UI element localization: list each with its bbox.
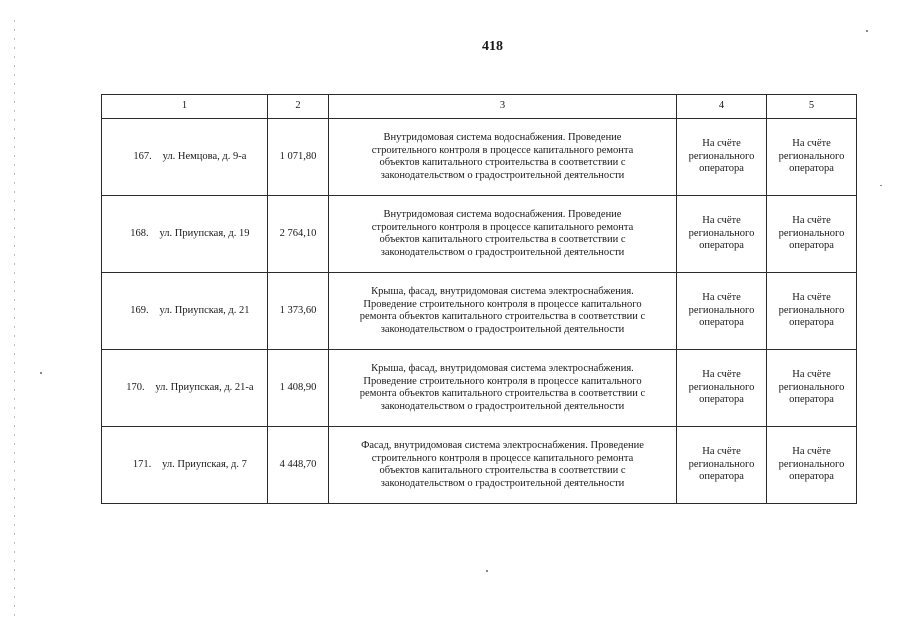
object-cell (102, 196, 268, 273)
account-cell-line: На счёте (792, 446, 831, 458)
account-cell-line: регионального (778, 381, 845, 393)
account-cell-line: оператора (789, 394, 834, 406)
funding-cell-line: На счёте (702, 369, 741, 381)
works-cell-line: Внутридомовая система водоснабжения. Проведение (383, 209, 622, 220)
funding-cell-line: оператора (699, 317, 744, 329)
account-cell-line: регионального (778, 458, 845, 470)
works-cell (329, 350, 677, 427)
row-number: 170. (126, 381, 145, 393)
area-cell: 1 373,60 (268, 273, 329, 350)
funding-cell-line: регионального (688, 227, 755, 239)
works-cell-line: законодательством о градостроительной деятельности (380, 246, 625, 258)
column-number: 3 (329, 95, 677, 119)
row-number: 169. (130, 304, 149, 316)
table-row (102, 119, 857, 196)
works-cell-line: строительного контроля в процессе капитального ремонта (371, 221, 634, 233)
area-cell: 1 408,90 (268, 350, 329, 427)
funding-cell-line: На счёте (702, 215, 741, 227)
works-cell-line: Фасад, внутридомовая система электроснабжения. Проведение (361, 440, 644, 451)
address: ул. Немцова, д. 9-а (162, 150, 247, 162)
works-cell-line: строительного контроля в процессе капитального ремонта (371, 144, 634, 156)
funding-cell-line: регионального (688, 304, 755, 316)
works-cell-line: объектов капитального строительства в соответствии с (379, 157, 626, 168)
works-cell (329, 273, 677, 350)
object-cell (102, 427, 268, 504)
works-cell-line: ремонта объектов капитального строительства в соответствии с (359, 311, 646, 322)
account-cell (767, 196, 857, 273)
table-row (102, 350, 857, 427)
account-cell-line: регионального (778, 150, 845, 162)
object-cell (102, 273, 268, 350)
address: ул. Приупская, д. 21-а (155, 381, 254, 393)
works-cell-line: Крыша, фасад, внутридомовая система электроснабжения. (371, 363, 634, 374)
works-cell (329, 427, 677, 504)
row-number: 167. (133, 150, 152, 162)
column-number: 5 (767, 95, 857, 119)
column-number: 4 (677, 95, 767, 119)
funding-cell-line: оператора (699, 471, 744, 483)
account-cell-line: оператора (789, 240, 834, 252)
funding-cell (677, 350, 767, 427)
account-cell (767, 273, 857, 350)
row-number: 168. (130, 227, 149, 239)
funding-cell-line: оператора (699, 163, 744, 175)
account-cell-line: На счёте (792, 369, 831, 381)
register-table (101, 94, 857, 504)
funding-cell-line: На счёте (702, 446, 741, 458)
works-cell-line: Проведение строительного контроля в процессе капитального (363, 375, 642, 387)
works-cell-line: законодательством о градостроительной деятельности (380, 400, 625, 412)
funding-cell-line: регионального (688, 150, 755, 162)
works-cell-line: ремонта объектов капитального строительства в соответствии с (359, 388, 646, 399)
funding-cell (677, 273, 767, 350)
funding-cell-line: регионального (688, 458, 755, 470)
account-cell-line: оператора (789, 163, 834, 175)
funding-cell-line: оператора (699, 240, 744, 252)
funding-cell-line: оператора (699, 394, 744, 406)
funding-cell (677, 119, 767, 196)
row-number: 171. (132, 458, 152, 470)
column-number: 2 (268, 95, 329, 119)
page-number: 418 (482, 39, 503, 54)
account-cell-line: регионального (778, 304, 845, 316)
object-cell (102, 119, 268, 196)
account-cell-line: На счёте (792, 292, 831, 304)
works-cell-line: Крыша, фасад, внутридомовая система электроснабжения. (371, 286, 634, 297)
account-cell (767, 350, 857, 427)
works-cell-line: законодательством о градостроительной деятельности (380, 477, 625, 489)
account-cell-line: регионального (778, 227, 845, 239)
account-cell-line: На счёте (792, 138, 831, 150)
account-cell (767, 427, 857, 504)
area-cell: 4 448,70 (268, 427, 329, 504)
column-number: 1 (102, 95, 268, 119)
table-row (102, 427, 857, 504)
table-row (102, 196, 857, 273)
funding-cell-line: На счёте (702, 138, 741, 150)
account-cell-line: оператора (789, 471, 834, 483)
address: ул. Приупская, д. 19 (159, 227, 250, 239)
funding-cell (677, 427, 767, 504)
funding-cell (677, 196, 767, 273)
works-cell-line: объектов капитального строительства в соответствии с (379, 234, 626, 245)
works-cell-line: законодательством о градостроительной деятельности (380, 169, 625, 181)
works-cell-line: Внутридомовая система водоснабжения. Проведение (383, 132, 622, 143)
works-cell (329, 196, 677, 273)
works-cell-line: законодательством о градостроительной деятельности (380, 323, 625, 335)
works-cell-line: объектов капитального строительства в соответствии с (379, 465, 626, 476)
table-row (102, 273, 857, 350)
column-number-row (102, 95, 857, 119)
address: ул. Приупская, д. 21 (159, 304, 250, 316)
account-cell-line: На счёте (792, 215, 831, 227)
account-cell-line: оператора (789, 317, 834, 329)
object-cell (102, 350, 268, 427)
area-cell: 2 764,10 (268, 196, 329, 273)
address: ул. Приупская, д. 7 (162, 458, 247, 470)
funding-cell-line: На счёте (702, 292, 741, 304)
works-cell-line: Проведение строительного контроля в процессе капитального (363, 298, 642, 310)
works-cell (329, 119, 677, 196)
area-cell: 1 071,80 (268, 119, 329, 196)
account-cell (767, 119, 857, 196)
funding-cell-line: регионального (688, 381, 755, 393)
works-cell-line: строительного контроля в процессе капитального ремонта (371, 452, 634, 464)
